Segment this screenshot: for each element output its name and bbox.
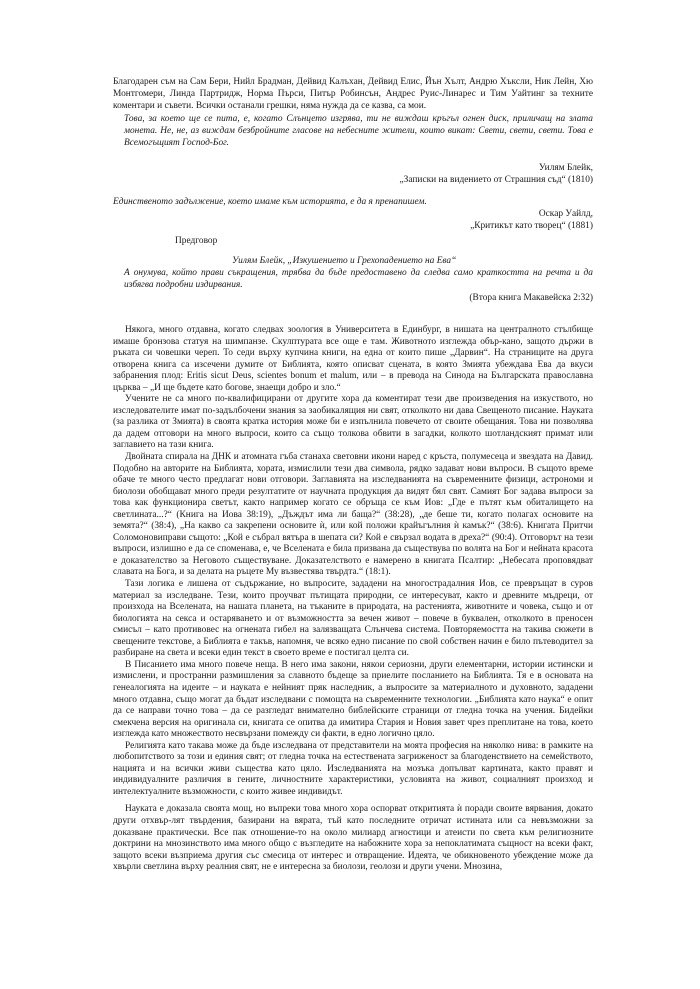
main-body <box>113 325 593 874</box>
epigraph-wilde-author: Оскар Уайлд, <box>538 209 593 219</box>
body-paragraph: Някога, много отдавна, когато следвах зоология в Университета в Единбург, в нишата на централното стълбище имаше бронзова статуя на шимпанзе. Скулптурата все още е там. Животното изглежда обър-кано, защото държи в ръката си човешки череп. То седи върху купчина книги, на една от които пише „Дарвин“. На страниците на друга отворена книга са изсечени думите от Библията, която описват сцената, в която Змията убеждава Ева да вкуси забранения плод: Eritis sicut Deus, scientes bonum et malum, или – в превода на Синода на Българската православна църква – „И ще бъдете като богове, знаещи добро и зло.“ <box>113 325 593 393</box>
body-paragraph: Религията като такава може да бъде изследвана от представители на моята професия на няколко нива: в рамките на любопитството за този и единия свят; от гледна точка на естествената загриженост за благоденствието на семейството, нацията и на всички живи същества като цяло. Изследванията на мозъка допълват картината, както правят и индивидуалните различия в гените, личностните характеристики, условията на живот, социалният произход и интелектуалните възможности, с които живее индивидът. <box>113 740 593 797</box>
body-paragraph: Науката е доказала своята мощ, но въпреки това много хора оспорват откритията ѝ поради своите вярвания, докато други отхвър-лят твърдения, базирани на вярата, тъй като последните отричат истината или са невъзможни за доказване практически. Все пак отношение-то на около милиард агностици и атеисти по света към религиозните доктрини на мнозинството има много общо с възгледите на набожните хора за непоклатимата същност на всеки факт, защото всеки възприема другия със смесица от интерес и отвращение. Идеята, че обикновеното убеждение може да хвърли светлина върху реалния свят, не е интересна за биолози, геолози и други учени. Мнозина, <box>113 804 593 873</box>
body-paragraph: Тази логика е лишена от съдържание, но въпросите, зададени на многострадалния Иов, се превръщат в суров материал за изследване. Тези, които проучват пътищата природни, се интересуват, както и древните мъдреци, от произхода на Вселената, на нашата планета, на тъканите в природата, на растенията, животните и човека, също и от биологията на секса и остаряването и от възможността за вечен живот – повече в буквален, отколкото в преносен смисъл – като противовес на огнената гибел на залязващата Слънчева система. Повторяемостта на такива сюжети в свещените текстове, а Библията е такъв, напомня, че всяко едно писание по свой собствен начин е било пътеводител за разбиране на света и всеки един текст в своето време е постигал целта си. <box>113 579 593 659</box>
epigraph-wilde-source: „Критикът като творец“ (1881) <box>470 221 593 231</box>
body-paragraph: Учените не са много по-квалифицирани от другите хора да коментират тези две произведения на изкуството, но изследователите имат по-задълбочени знания за заобикалящия ни свят, отколкото ни дава Свещеното писание. Науката (за разлика от Змията) в своята кратка история може би е изпълнила повечето от своите обещания. Това ни позволява да дадем отговори на много въпроси, които са също толкова обвити в загадки, колкото шотландският примат или заглавието на тази книга. <box>113 394 593 451</box>
epigraph-eve-title: Уилям Блейк, „Изкушението и Грехопадението на Ева“ <box>232 256 457 266</box>
foreword-title: Предговор <box>175 236 218 246</box>
epigraph-blake-quote: Това, за което ще се пита, е, когато Слънцето изгрява, ти не виждаш кръгъл огнен диск, приличащ на злата монета. Не, не, аз виждам безбройните гласове на небесните жители, които викат: Свети, свети, свети. Това е Всемогъщият Господ-Бог. <box>124 114 593 149</box>
epigraph-maccabees-source: (Втора книга Макавейска 2:32) <box>469 293 593 303</box>
epigraph-blake-source: „Записки на видението от Страшния съд“ (1810) <box>399 175 593 185</box>
body-paragraph: Двойната спирала на ДНК и атомната гъба станаха световни икони наред с кръста, полумесеца и звездата на Давид. Подобно на авторите на Библията, хората, измислили тези два символа, рядко задават нови въпроси. В същото време обаче те много често предлагат нови отговори. Заглавията на изследванията на съвременните физици, астрономи и биолози обобщават много преди резултатите от научната продукция да видят бял свят. Самият Бог задава въпроси за това как функционира светът, както например когато се обръща се към Иов: „Где е пътят към обиталището на светлината...?“ (Книга на Иова 38:19), „Дъждът има ли баща?“ (38:28), „де беше ти, когато полагах основите на земята?“ (38:4), „На какво са закрепени основите ѝ, или кой положи крайъгълния ѝ камък?“ (38:6). Книгата Притчи Соломоновиправи същото: „Кой е събрал вятъра в шепата си? Кой е свързал водата в дреха?“ (90:4). Отговорът на тези въпроси, излишно е да се споменава, е, че Вселената е била призвана да съществува по волята на Бог и нейната красота е доказателство за Неговото съществуване. Доказателството е намерено в книгата Псалтир: „Небесата проповядват славата на Бога, и за делата на ръцете Му възвестява твърдта.“ (18:1). <box>113 452 593 578</box>
epigraph-wilde-quote: Единственото задължение, което имаме към историята, е да я пренапишем. <box>113 197 427 207</box>
epigraph-maccabees-quote: А онумува, който прави съкращения, трябва да бъде предоставено да следва само краткостта на речта и да избягва подробни издирвания. <box>124 268 593 291</box>
epigraph-blake-author: Уилям Блейк, <box>538 163 593 173</box>
acknowledgments-text: Благодарен съм на Сам Бери, Нийл Брадман, Дейвид Калъхан, Дейвид Елис, Йън Хълт, Андрю Хъксли, Ник Лейн, Хю Монтгомери, Линда Партридж, Норма Пърси, Питър Робинсън, Андрес Руис-Линарес и Тим Уайтинг за техните коментари и съвети. Всички останали грешки, няма нужда да се казва, са мои. <box>113 77 593 112</box>
body-paragraph: В Писанието има много повече неща. В него има закони, някои сериозни, други елементарни, истории истински и измислени, и пространни размишления за славното бъдеще за приелите посланието на Библията. Тя е в основата на генеалогията на идеите – и науката е нейният пряк наследник, а въпросите за материалното и духовното, зададени много отдавна, също могат да бъдат изследвани с помощта на съвременните технологии. „Библията като наука“ е опит да се направи точно това – да се разгледат внимателно библейските страници от гледна точка на учения. Бидейки смекчена версия на оригинала си, книгата се опитва да имитира Стария и Новия завет чрез преплитане на това, което изглежда като множеството несвързани помежду си факти, в едно логично цяло. <box>113 659 593 740</box>
